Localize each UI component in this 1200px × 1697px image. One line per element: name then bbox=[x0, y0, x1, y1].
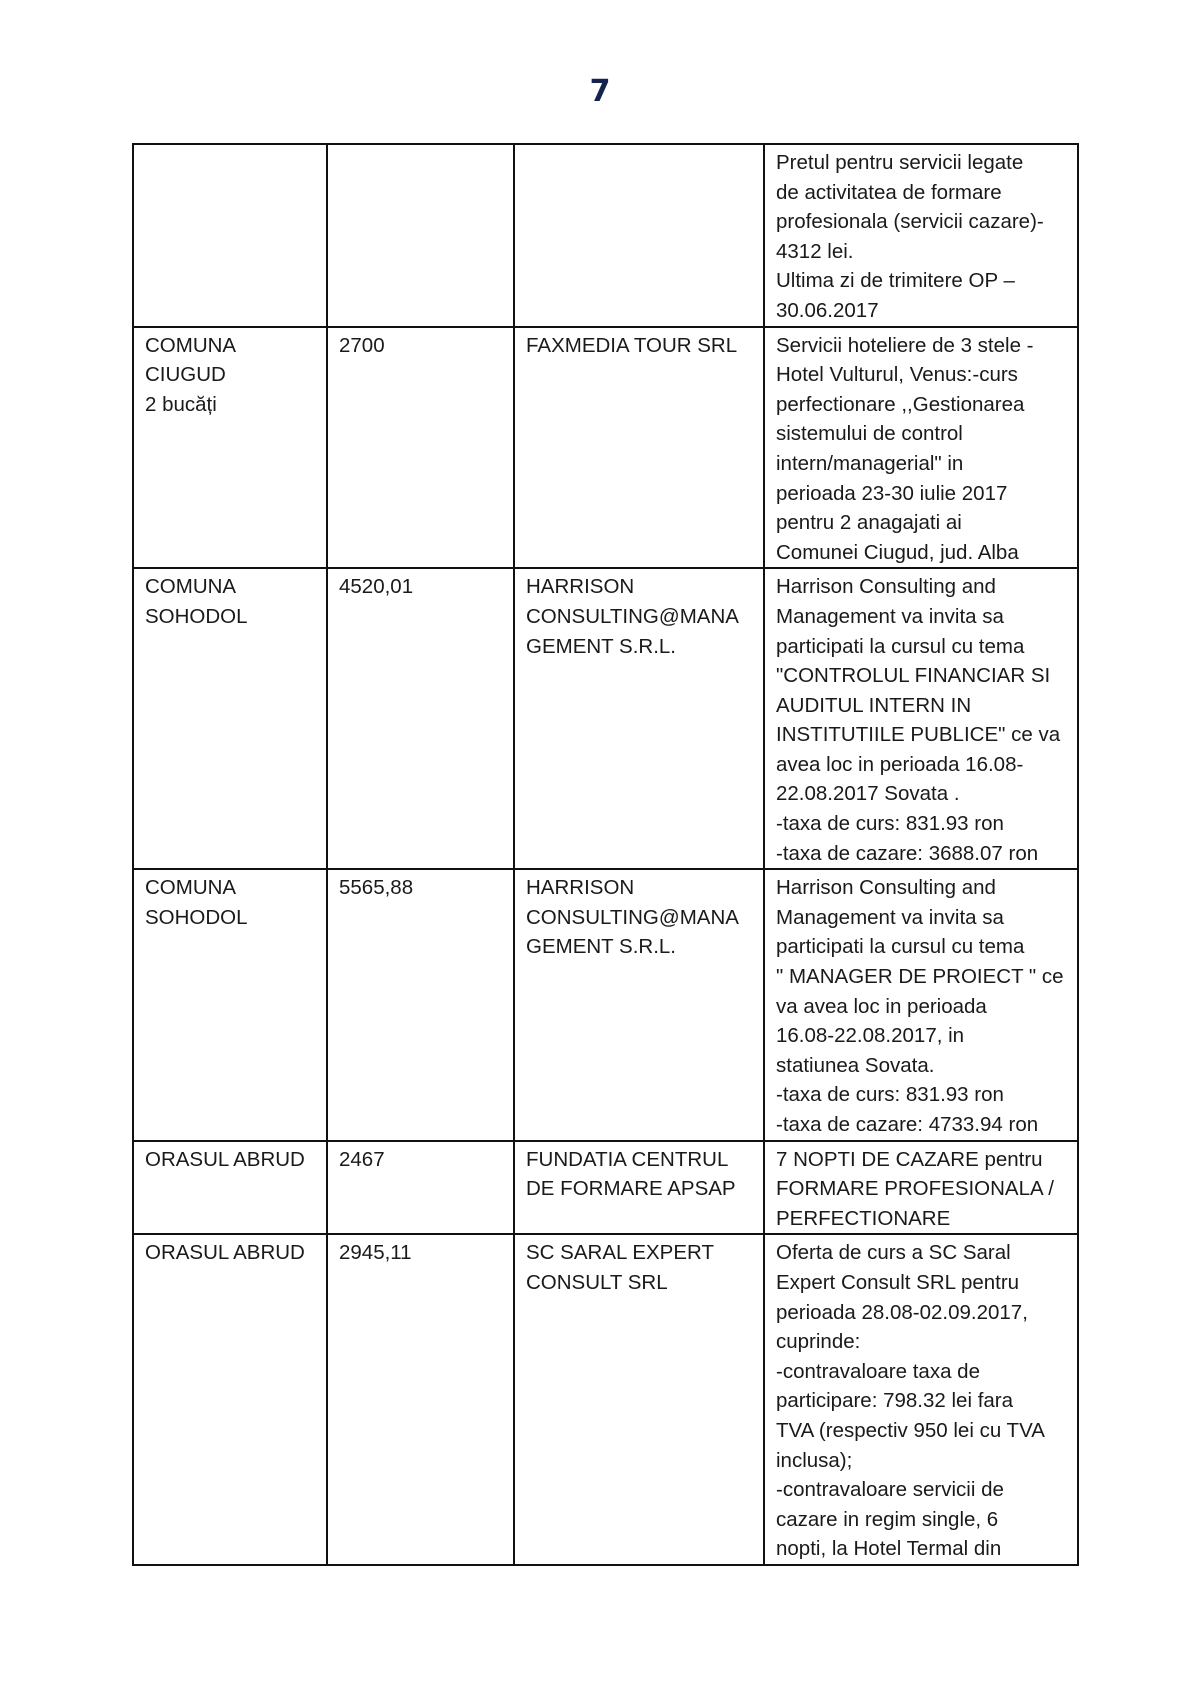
details-line: perioada 28.08-02.09.2017, bbox=[776, 1300, 1028, 1324]
provider-line: FUNDATIA CENTRUL bbox=[526, 1147, 729, 1171]
details-line: PERFECTIONARE bbox=[776, 1206, 951, 1230]
institution-line: COMUNA bbox=[145, 876, 237, 900]
details-cell bbox=[764, 327, 1078, 569]
table-row bbox=[133, 1234, 1078, 1565]
table-row bbox=[133, 568, 1078, 869]
amount-cell bbox=[327, 1141, 514, 1235]
institution-line: COMUNA bbox=[145, 575, 237, 599]
institution-cell bbox=[133, 568, 327, 869]
provider-cell bbox=[514, 869, 764, 1140]
details-line: 16.08-22.08.2017, in bbox=[776, 1024, 965, 1048]
institution-cell bbox=[133, 1234, 327, 1565]
provider-line: GEMENT S.R.L. bbox=[526, 634, 676, 658]
details-line: 22.08.2017 Sovata . bbox=[776, 782, 960, 806]
details-line: Pretul pentru servicii legate bbox=[776, 151, 1024, 174]
details-line: va avea loc in perioada bbox=[776, 994, 987, 1018]
details-line: Hotel Vulturul, Venus:-curs bbox=[776, 363, 1018, 387]
provider-line: FAXMEDIA TOUR SRL bbox=[526, 333, 738, 357]
details-cell bbox=[764, 1141, 1078, 1235]
details-line: Harrison Consulting and bbox=[776, 876, 996, 900]
institution-cell bbox=[133, 144, 327, 327]
provider-line: SC SARAL EXPERT bbox=[526, 1241, 714, 1265]
institution-cell bbox=[133, 327, 327, 569]
institution-line: CIUGUD bbox=[145, 363, 226, 387]
details-line: Servicii hoteliere de 3 stele - bbox=[776, 333, 1034, 357]
details-line: profesionala (servicii cazare)- bbox=[776, 210, 1044, 234]
details-line: 30.06.2017 bbox=[776, 298, 879, 322]
table-row bbox=[133, 144, 1078, 327]
amount-cell bbox=[327, 869, 514, 1140]
amount-value: 2467 bbox=[339, 1147, 385, 1171]
details-line: Harrison Consulting and bbox=[776, 575, 996, 599]
details-line: Expert Consult SRL pentru bbox=[776, 1270, 1020, 1294]
details-line: inclusa); bbox=[776, 1448, 853, 1472]
provider-line: HARRISON bbox=[526, 575, 635, 599]
details-line: Management va invita sa bbox=[776, 905, 1004, 929]
provider-cell bbox=[514, 144, 764, 327]
details-line: Comunei Ciugud, jud. Alba bbox=[776, 540, 1019, 564]
provider-cell bbox=[514, 1234, 764, 1565]
details-line: avea loc in perioada 16.08- bbox=[776, 752, 1024, 776]
amount-cell bbox=[327, 144, 514, 327]
details-cell bbox=[764, 869, 1078, 1140]
details-line: " MANAGER DE PROIECT " ce bbox=[776, 965, 1064, 989]
procurement-table bbox=[132, 143, 1079, 1566]
details-line: participare: 798.32 lei fara bbox=[776, 1389, 1014, 1413]
amount-cell bbox=[327, 1234, 514, 1565]
amount-value: 4520,01 bbox=[339, 575, 414, 599]
amount-cell bbox=[327, 568, 514, 869]
details-line: participati la cursul cu tema bbox=[776, 935, 1025, 959]
provider-cell bbox=[514, 327, 764, 569]
amount-value: 2945,11 bbox=[339, 1241, 412, 1265]
provider-cell bbox=[514, 1141, 764, 1235]
details-line: -contravaloare servicii de bbox=[776, 1478, 1004, 1502]
details-line: TVA (respectiv 950 lei cu TVA bbox=[776, 1418, 1045, 1442]
details-line: AUDITUL INTERN IN bbox=[776, 693, 972, 717]
details-cell bbox=[764, 144, 1078, 327]
details-line: "CONTROLUL FINANCIAR SI bbox=[776, 664, 1051, 688]
institution-cell bbox=[133, 1141, 327, 1235]
details-line: perfectionare ,,Gestionarea bbox=[776, 392, 1025, 416]
details-cell bbox=[764, 1234, 1078, 1565]
details-cell bbox=[764, 568, 1078, 869]
details-line: -taxa de cazare: 4733.94 ron bbox=[776, 1113, 1039, 1136]
institution-line: SOHODOL bbox=[145, 604, 248, 628]
details-line: perioada 23-30 iulie 2017 bbox=[776, 481, 1008, 505]
provider-line: CONSULTING@MANA bbox=[526, 604, 739, 628]
page-number: 7 bbox=[589, 74, 611, 109]
provider-line: DE FORMARE APSAP bbox=[526, 1177, 736, 1201]
table-row bbox=[133, 1141, 1078, 1235]
details-line: sistemului de control bbox=[776, 422, 963, 446]
institution-line: SOHODOL bbox=[145, 905, 248, 929]
institution-line: ORASUL ABRUD bbox=[145, 1241, 305, 1265]
details-line: pentru 2 anagajati ai bbox=[776, 511, 962, 535]
institution-line: COMUNA bbox=[145, 333, 237, 357]
details-line: 7 NOPTI DE CAZARE pentru bbox=[776, 1147, 1043, 1171]
details-line: -contravaloare taxa de bbox=[776, 1359, 980, 1383]
institution-line: 2 bucăți bbox=[145, 392, 217, 416]
details-line: INSTITUTIILE PUBLICE" ce va bbox=[776, 723, 1061, 747]
amount-value: 5565,88 bbox=[339, 876, 414, 900]
provider-line: CONSULT SRL bbox=[526, 1270, 668, 1294]
details-line: -taxa de curs: 831.93 ron bbox=[776, 812, 1004, 836]
details-line: -taxa de cazare: 3688.07 ron bbox=[776, 841, 1039, 865]
provider-line: CONSULTING@MANA bbox=[526, 905, 739, 929]
table-row bbox=[133, 869, 1078, 1140]
details-line: FORMARE PROFESIONALA / bbox=[776, 1177, 1054, 1201]
details-line: 4312 lei. bbox=[776, 239, 854, 263]
details-line: cuprinde: bbox=[776, 1330, 861, 1354]
institution-cell bbox=[133, 869, 327, 1140]
provider-line: GEMENT S.R.L. bbox=[526, 935, 676, 959]
details-line: Ultima zi de trimitere OP – bbox=[776, 269, 1015, 293]
details-line: Oferta de curs a SC Saral bbox=[776, 1241, 1011, 1265]
details-line: cazare in regim single, 6 bbox=[776, 1507, 999, 1531]
institution-line: ORASUL ABRUD bbox=[145, 1147, 305, 1171]
provider-cell bbox=[514, 568, 764, 869]
details-line: participati la cursul cu tema bbox=[776, 634, 1025, 658]
details-line: statiunea Sovata. bbox=[776, 1053, 935, 1077]
amount-cell bbox=[327, 327, 514, 569]
amount-value: 2700 bbox=[339, 333, 385, 357]
details-line: intern/managerial" in bbox=[776, 451, 964, 475]
details-line: de activitatea de formare bbox=[776, 180, 1002, 204]
details-line: -taxa de curs: 831.93 ron bbox=[776, 1083, 1004, 1107]
table-row bbox=[133, 327, 1078, 569]
provider-line: HARRISON bbox=[526, 876, 635, 900]
details-line: nopti, la Hotel Termal din bbox=[776, 1537, 1002, 1561]
details-line: Management va invita sa bbox=[776, 604, 1004, 628]
